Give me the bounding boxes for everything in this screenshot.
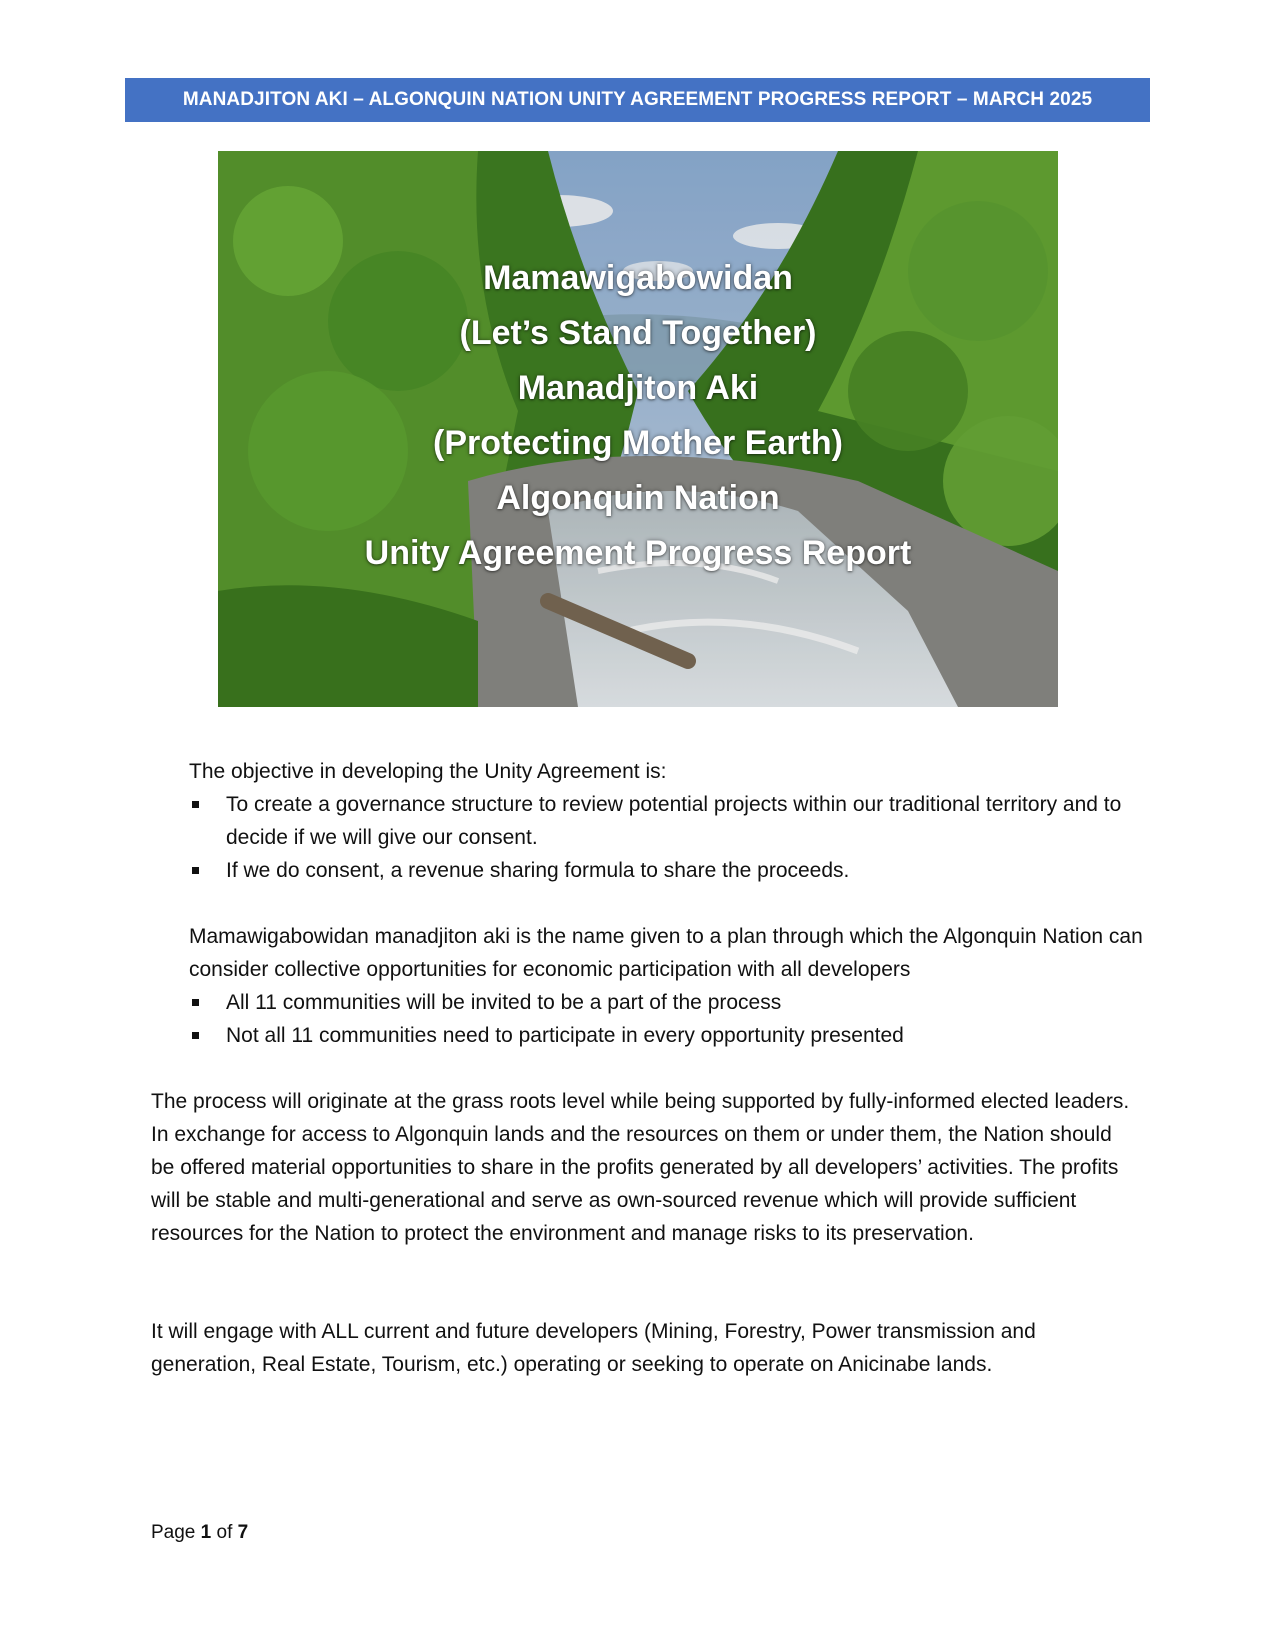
objective-intro: The objective in developing the Unity Agreement is: [189,760,667,783]
objective-section [189,755,1149,887]
objective-bullet-list [189,788,1149,887]
bullet-item: To create a governance structure to review potential projects within our traditional territory and to decide if we will give our consent. [189,788,1149,854]
cover-title-line: (Let’s Stand Together) [459,314,817,352]
cover-image [218,151,1058,707]
cover-title [218,251,1058,581]
cover-title-line: (Protecting Mother Earth) [433,424,843,462]
page-footer [151,1522,248,1544]
engagement-paragraph: It will engage with ALL current and future developers (Mining, Forestry, Power transmission and generation, Real Estate, Tourism, etc.) operating or seeking to operate on Anicinabe lands. [151,1320,1036,1376]
page-current: 1 [200,1522,212,1543]
plan-intro: Mamawigabowidan manadjiton aki is the name given to a plan through which the Algonquin Nation can consider collective opportunities for economic participation with all developers [189,925,1143,981]
plan-section [189,920,1149,1052]
cover-title-line: Algonquin Nation [496,479,780,517]
cover-title-line: Unity Agreement Progress Report [364,534,912,572]
page-total: 7 [237,1522,249,1543]
bullet-item: Not all 11 communities need to participate in every opportunity presented [189,1019,1149,1052]
page-label: Page [151,1522,196,1543]
cover-title-line: Manadjiton Aki [517,369,759,407]
bullet-item: All 11 communities will be invited to be a part of the process [189,986,1149,1019]
plan-bullet-list [189,986,1149,1052]
bullet-item: If we do consent, a revenue sharing formula to share the proceeds. [189,854,1149,887]
cover-title-line: Mamawigabowidan [483,259,793,297]
page-of: of [216,1522,233,1543]
report-header-banner: MANADJITON AKI – ALGONQUIN NATION UNITY AGREEMENT PROGRESS REPORT – MARCH 2025 [125,78,1150,122]
process-paragraph: The process will originate at the grass roots level while being supported by fully-informed elected leaders. In exchange for access to Algonquin lands and the resources on them or under them, the Nation should be offered material opportunities to share in the profits generated by all developers’ activities. The profits will be stable and multi-generational and serve as own-sourced revenue which will provide sufficient resources for the Nation to protect the environment and manage risks to its preservation. [151,1090,1130,1245]
